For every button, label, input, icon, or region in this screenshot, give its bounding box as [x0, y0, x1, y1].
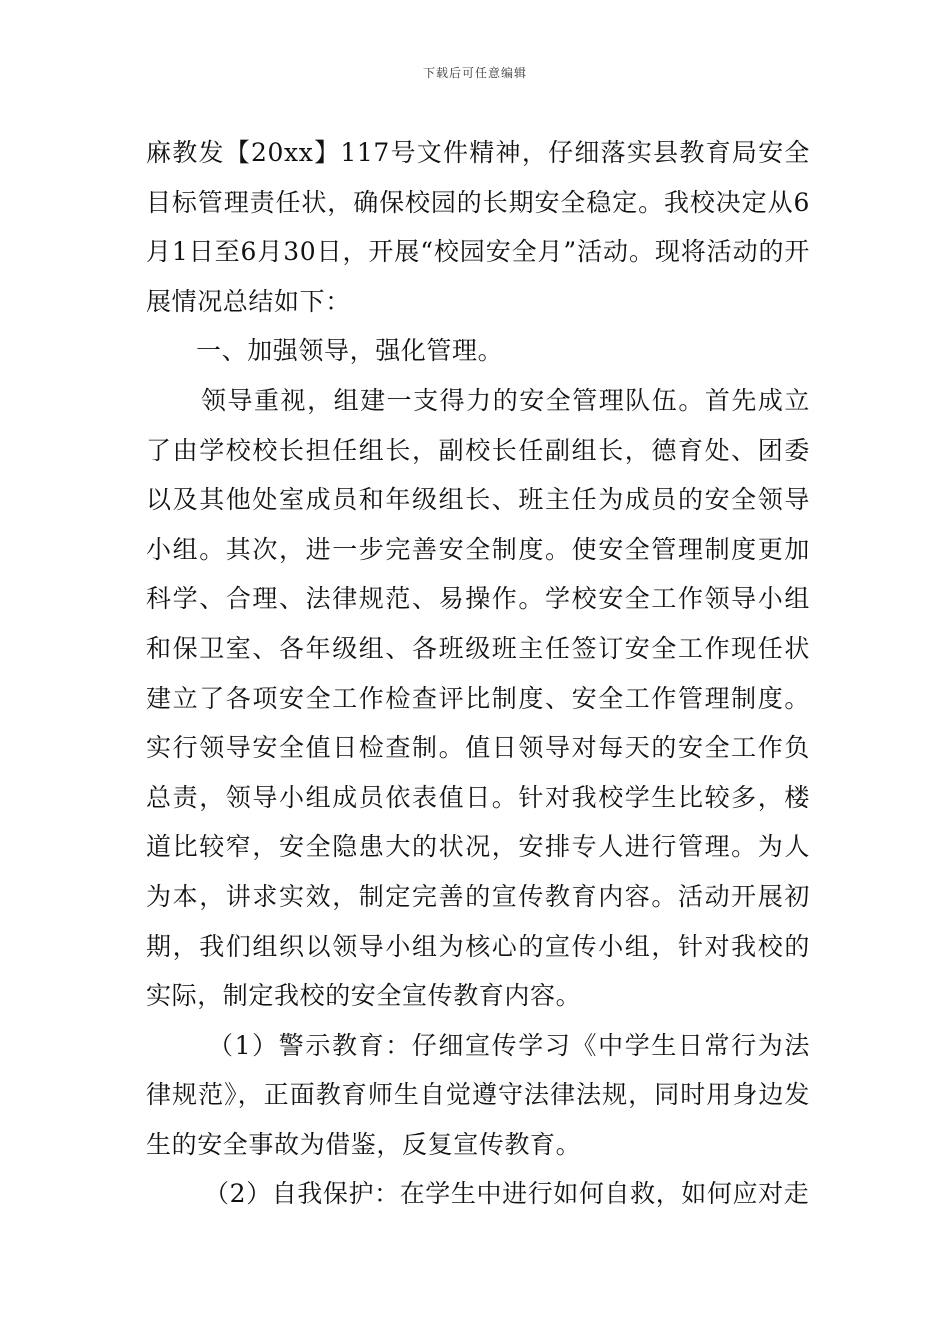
paragraph-intro: 麻教发【20xx】117号文件精神，仔细落实县教育局安全目标管理责任状，确保校园的长期安全稳定。我校决定从6月1日至6月30日，开展“校园安全月”活动。现将活动的开展情况总结如下：: [146, 138, 810, 316]
document-body: [146, 128, 810, 1219]
list-item-self-protection: （2）自我保护：在学生中进行如何自救，如何应对走: [204, 1179, 810, 1209]
page-header: 下载后可任意编辑: [422, 66, 527, 80]
paragraph-leadership: 领导重视，组建一支得力的安全管理队伍。首先成立了由学校校长担任组长，副校长任副组长，德育处、团委以及其他处室成员和年级组长、班主任为成员的安全领导小组。其次，进一步完善安全制度。使安全管理制度更加科学、合理、法律规范、易操作。学校安全工作领导小组和保卫室、各年级组、各班级班主任签订安全工作现任状建立了各项安全工作检查评比制度、安全工作管理制度。实行领导安全值日检查制。值日领导对每天的安全工作负总责，领导小组成员依表值日。针对我校学生比较多，楼道比较窄，安全隐患大的状况，安排专人进行管理。为人为本，讲求实效，制定完善的宣传教育内容。活动开展初期，我们组织以领导小组为核心的宣传小组，针对我校的实际，制定我校的安全宣传教育内容。: [146, 385, 810, 1011]
list-item-warning-education: （1）警示教育：仔细宣传学习《中学生日常行为法律规范》，正面教育师生自觉遵守法律法规，同时用身边发生的安全事故为借鉴，反复宣传教育。: [146, 1030, 810, 1159]
section-heading-1: 一、加强领导，强化管理。: [196, 336, 504, 366]
